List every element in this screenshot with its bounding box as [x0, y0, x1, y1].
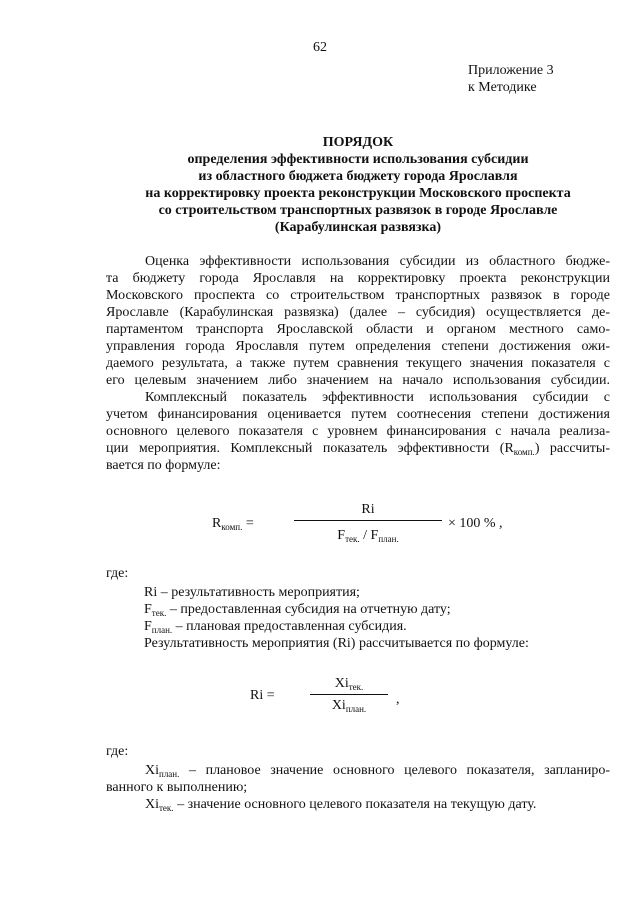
symbol: Xi	[331, 698, 346, 713]
title-heading: ПОРЯДОК	[322, 135, 394, 150]
subscript: тек.	[345, 534, 360, 544]
formula-lhs: Ri =	[250, 688, 275, 703]
text-line: его целевым значением либо значением на начало использования субсидии.	[106, 373, 610, 388]
definition-text: – предоставленная субсидия на отчетную дату;	[166, 602, 451, 617]
subscript: тек.	[348, 682, 364, 692]
symbol: R	[212, 516, 222, 531]
subscript: тек.	[159, 803, 174, 813]
definition-line: ванного к выполнению;	[106, 780, 248, 795]
symbol: Ri	[144, 585, 158, 600]
definition-text: – плановое значение основного целевого показателя, запланиро-	[179, 763, 610, 778]
appendix-line-2: к Методике	[468, 80, 537, 95]
where-label: где:	[106, 566, 129, 581]
text-line: основного целевого показателя с уровнем финансирования с начала реализа-	[106, 424, 610, 439]
subscript: план.	[151, 625, 173, 635]
title-line: определения эффективности использования субсидии	[187, 152, 529, 167]
title-line: со строительством транспортных развязок в городе Ярославле	[158, 203, 558, 218]
formula-denominator	[294, 528, 442, 544]
definition-text: – результативность мероприятия;	[157, 585, 360, 600]
text-line: даемого результата, а также путем сравнения текущего значения показателя с	[106, 356, 610, 371]
text-fragment: ции мероприятия. Комплексный показатель эффективности (R	[106, 441, 514, 456]
appendix-line-1: Приложение 3	[468, 63, 554, 78]
symbol: Xi	[145, 763, 159, 778]
text-line: вается по формуле:	[106, 458, 221, 473]
equals-sign: =	[242, 516, 254, 531]
formula-complex-indicator	[0, 502, 640, 552]
definition-text: – плановая предоставленная субсидия.	[172, 619, 407, 634]
definition-line	[144, 618, 407, 635]
title-line: (Карабулинская развязка)	[274, 220, 442, 235]
text-line	[106, 440, 610, 457]
where-label: где:	[106, 744, 129, 759]
fraction-bar	[294, 520, 442, 521]
text-line: та бюджету города Ярославля на корректировку проекта реконструкции	[106, 271, 610, 286]
definition-line	[106, 762, 610, 779]
subscript: комп.	[221, 522, 243, 532]
subscript: план.	[378, 534, 399, 544]
text-line: Ярославле (Карабулинская развязка) (далее – субсидия) осуществляется де-	[106, 305, 610, 320]
symbol: F	[337, 528, 346, 543]
subscript: план.	[159, 769, 180, 779]
formula-lhs	[212, 516, 254, 532]
symbol: Xi	[145, 797, 159, 812]
appendix-reference	[468, 62, 554, 96]
formula-result	[0, 676, 640, 716]
page-number: 62	[313, 40, 327, 55]
subscript: комп.	[513, 447, 535, 457]
text-line: Оценка эффективности использования субсидии из областного бюдже-	[145, 254, 610, 269]
formula-rhs: ,	[396, 692, 400, 707]
formula-rhs: × 100 % ,	[448, 516, 503, 531]
title-line: из областного бюджета бюджету города Ярославля	[198, 169, 518, 184]
text-line: Московского проспекта со строительством транспортных развязок в городе	[106, 288, 610, 303]
text-line: Комплексный показатель эффективности использования субсидии с	[145, 390, 610, 405]
subscript: тек.	[151, 608, 167, 618]
definitions-block-2	[106, 762, 610, 813]
fraction-bar	[310, 694, 388, 695]
text-line: партаментом транспорта Ярославской области и органом местного само-	[106, 322, 610, 337]
paragraph-2	[106, 389, 610, 474]
symbol: Xi	[334, 676, 349, 691]
document-title	[100, 134, 616, 236]
symbol: F	[144, 619, 152, 634]
text-line: управления города Ярославля путем определения степени достижения ожи-	[106, 339, 610, 354]
paragraph-1	[106, 253, 610, 389]
formula-numerator	[310, 676, 388, 692]
definition-text: – значение основного целевого показателя на текущую дату.	[173, 797, 537, 812]
result-formula-intro: Результативность мероприятия (Ri) рассчитывается по формуле:	[144, 636, 529, 651]
text-fragment: ) рассчиты-	[534, 441, 610, 456]
symbol: / F	[359, 528, 379, 543]
definition-line	[106, 796, 610, 813]
symbol: F	[144, 602, 152, 617]
formula-numerator: Ri	[361, 502, 375, 517]
formula-denominator	[310, 698, 388, 714]
definition-line	[144, 584, 360, 601]
text-line: учетом финансирования оценивается путем соотнесения степени достижения	[106, 407, 610, 422]
subscript: план.	[345, 704, 367, 714]
title-line: на корректировку проекта реконструкции Московского проспекта	[145, 186, 571, 201]
definition-line	[144, 601, 451, 618]
